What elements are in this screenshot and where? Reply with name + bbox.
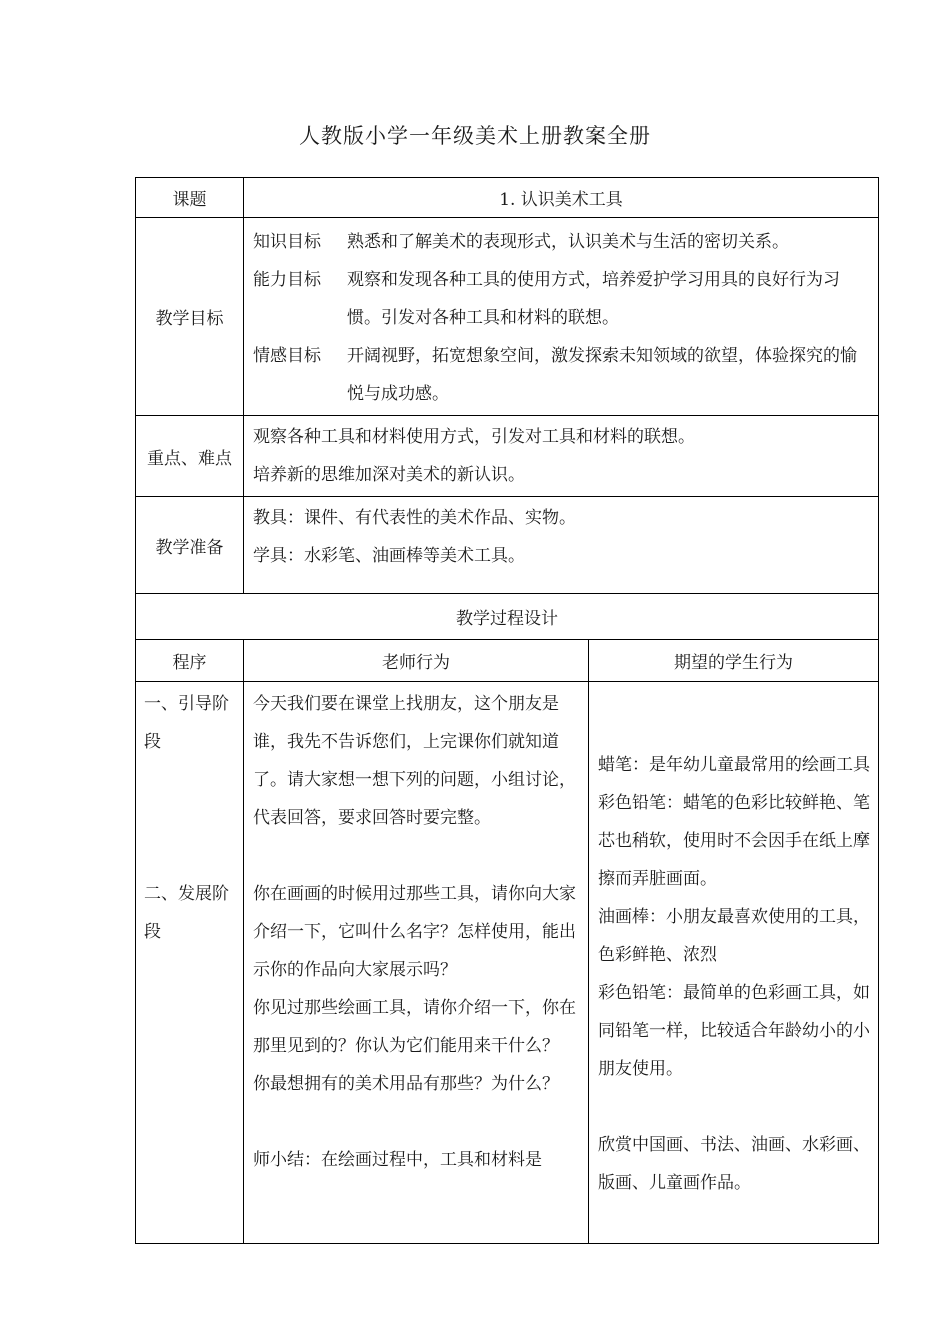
goal-label-ability: 能力目标 bbox=[253, 270, 321, 290]
column-header-teacher: 老师行为 bbox=[244, 640, 589, 682]
topic-value: 1. 认识美术工具 bbox=[244, 178, 879, 218]
prep-teaching-aids: 教具：课件、有代表性的美术作品、实物。 bbox=[253, 508, 576, 528]
student-oil-pastel: 油画棒：小朋友最喜欢使用的工具，色彩鲜艳、浓烈 bbox=[598, 907, 870, 965]
stage-cell bbox=[136, 682, 244, 1244]
stage-guide: 一、引导阶段 bbox=[144, 694, 229, 752]
process-content-row bbox=[136, 682, 879, 1244]
key-point-2: 培养新的思维加深对美术的新认识。 bbox=[253, 465, 525, 485]
process-title: 教学过程设计 bbox=[136, 594, 879, 640]
goal-knowledge bbox=[253, 223, 870, 261]
key-point-1: 观察各种工具和材料使用方式，引发对工具和材料的联想。 bbox=[253, 427, 695, 447]
topic-row bbox=[136, 178, 879, 218]
student-color-pencil-2: 彩色铅笔：最简单的色彩画工具，如同铅笔一样，比较适合年龄幼小的小朋友使用。 bbox=[598, 983, 870, 1079]
teacher-cell bbox=[244, 682, 589, 1244]
teacher-intro: 今天我们要在课堂上找朋友，这个朋友是谁，我先不告诉您们，上完课你们就知道了。请大家想一想下列的问题，小组讨论，代表回答，要求回答时要完整。 bbox=[253, 694, 576, 828]
teacher-question-tools: 你在画画的时候用过那些工具，请你向大家介绍一下，它叫什么名字？怎样使用，能出示你的作品向大家展示吗？ bbox=[253, 884, 576, 980]
key-points-cell bbox=[244, 416, 879, 497]
student-color-pencil-1: 彩色铅笔：蜡笔的色彩比较鲜艳、笔芯也稍软，使用时不会因手在纸上摩擦而弄脏画面。 bbox=[598, 793, 870, 889]
student-crayon: 蜡笔：是年幼儿童最常用的绘画工具 bbox=[598, 755, 870, 775]
goals-row bbox=[136, 218, 879, 416]
column-header-row bbox=[136, 640, 879, 682]
goal-text-emotion: 开阔视野，拓宽想象空间，激发探索未知领域的欲望，体验探究的愉悦与成功感。 bbox=[347, 346, 857, 404]
key-points-row bbox=[136, 416, 879, 497]
teacher-summary: 师小结：在绘画过程中，工具和材料是 bbox=[253, 1150, 542, 1170]
goal-text-knowledge: 熟悉和了解美术的表现形式，认识美术与生活的密切关系。 bbox=[347, 232, 789, 252]
stage-develop: 二、发展阶段 bbox=[144, 884, 229, 942]
topic-label: 课题 bbox=[136, 178, 244, 218]
student-cell bbox=[589, 682, 879, 1244]
key-points-label: 重点、难点 bbox=[136, 416, 244, 497]
goal-text-ability: 观察和发现各种工具的使用方式，培养爱护学习用具的良好行为习惯。引发对各种工具和材料的联想。 bbox=[347, 270, 840, 328]
prep-cell bbox=[244, 497, 879, 594]
goals-label: 教学目标 bbox=[136, 218, 244, 416]
goal-label-emotion: 情感目标 bbox=[253, 346, 321, 366]
teacher-question-seen: 你见过那些绘画工具，请你介绍一下，你在那里见到的？你认为它们能用来干什么？ 你最想拥有的美术用品有那些？为什么？ bbox=[253, 998, 576, 1094]
prep-student-tools: 学具：水彩笔、油画棒等美术工具。 bbox=[253, 546, 525, 566]
student-appreciation: 欣赏中国画、书法、油画、水彩画、版画、儿童画作品。 bbox=[598, 1135, 870, 1193]
goal-emotion bbox=[253, 337, 870, 413]
lesson-plan-table bbox=[135, 177, 879, 1244]
goals-cell bbox=[244, 218, 879, 416]
column-header-procedure: 程序 bbox=[136, 640, 244, 682]
process-title-row bbox=[136, 594, 879, 640]
document-title: 人教版小学一年级美术上册教案全册 bbox=[299, 124, 651, 148]
goal-label-knowledge: 知识目标 bbox=[253, 232, 321, 252]
prep-label: 教学准备 bbox=[136, 497, 244, 594]
goal-ability bbox=[253, 261, 870, 337]
column-header-student: 期望的学生行为 bbox=[589, 640, 879, 682]
prep-row bbox=[136, 497, 879, 594]
